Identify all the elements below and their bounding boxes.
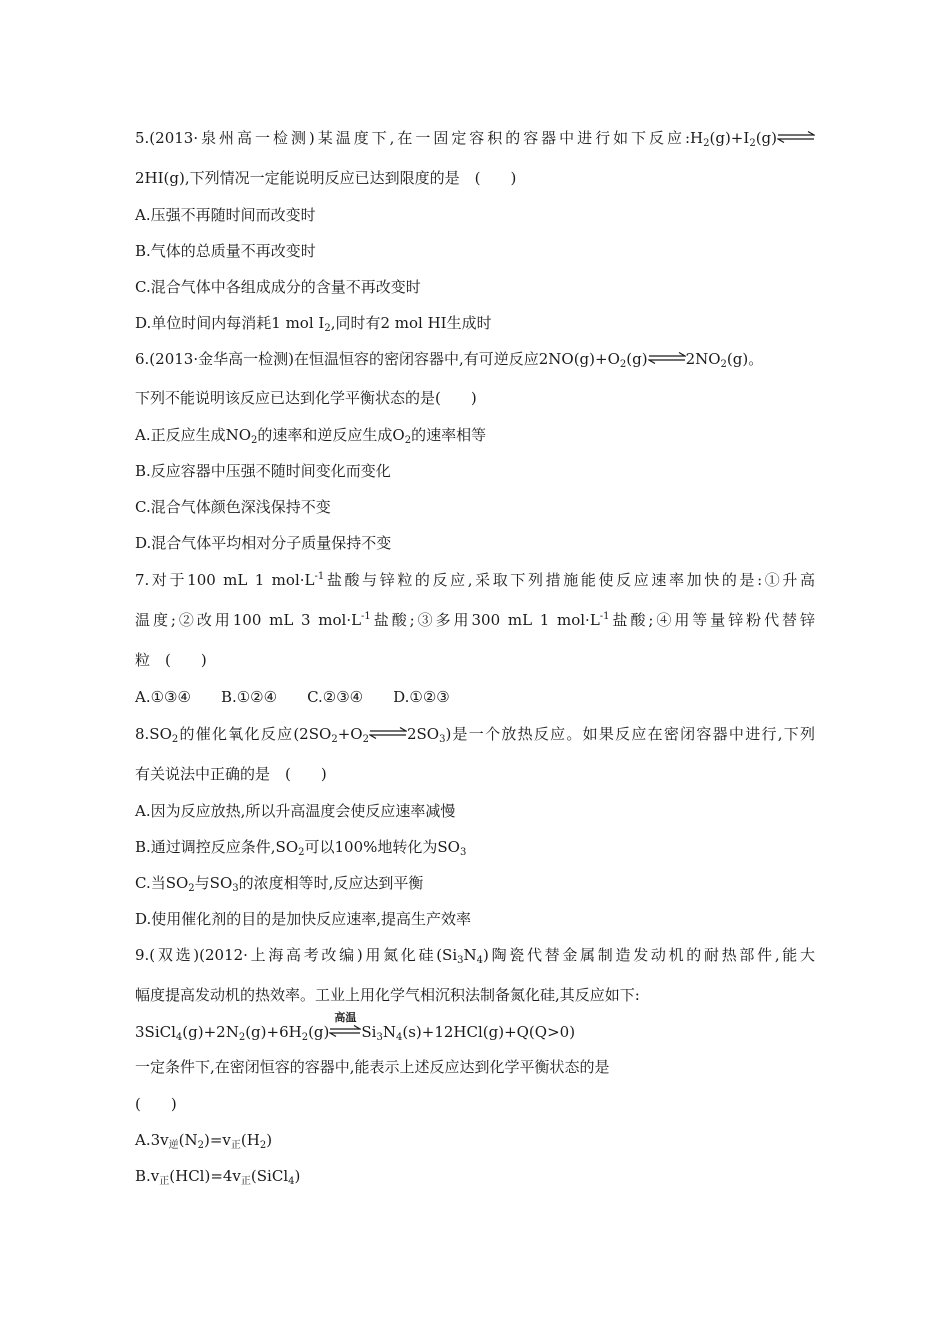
q5-option-d [135,313,492,333]
q6-opt-a-b: 的速率和逆反应生成O [257,426,405,444]
sub: 2 [331,734,338,745]
sub: 3 [376,1032,383,1043]
equilibrium-arrow-icon [329,1011,361,1037]
q9-eq-f: N [382,1023,396,1041]
q6-option-a [135,425,486,445]
q9-eq-g: (s)+12HCl(g)+Q(Q>0) [402,1023,576,1041]
q7-line3: 粒 ( ) [135,651,207,669]
q5-line2: 2HI(g),下列情况一定能说明反应已达到限度的是 ( ) [135,169,517,187]
q5-text-a: 5.(2013·泉州高一检测)某温度下,在一固定容积的容器中进行如下反应:H [135,129,704,147]
q9-opt-b-c: (SiCl [250,1167,289,1185]
sub: 正 [159,1176,170,1187]
sub: 2 [619,359,627,370]
sub: 正 [240,1176,251,1187]
q7-text-a: 7.对于100 mL 1 mol·L [135,571,315,589]
q9-line5: ( ) [135,1095,177,1113]
q8-opt-c-a: C.当SO [135,874,189,892]
sub: 2 [404,435,412,446]
q9-line4: 一定条件下,在密闭恒容的容器中,能表示上述反应达到化学平衡状态的是 [135,1058,610,1076]
sub: 2 [703,138,710,149]
q9-text-b: N [463,946,477,964]
q6-option-d: D.混合气体平均相对分子质量保持不变 [135,534,392,552]
sub: 2 [749,138,756,149]
q7-text-b: 盐酸与锌粒的反应,采取下列措施能使反应速率加快的是:①升高 [324,571,815,589]
equilibrium-arrow-icon [369,727,407,739]
sub: 2 [171,734,179,745]
q8-option-d: D.使用催化剂的目的是加快反应速率,提高生产效率 [135,910,472,928]
q9-eq-d: (g) [308,1023,330,1041]
q6-text-a: 6.(2013·金华高一检测)在恒温恒容的密闭容器中,有可逆反应2NO(g)+O [135,350,620,368]
sup: -1 [314,571,325,582]
sup: -1 [599,611,610,622]
q6-text-b: (g) [626,350,648,368]
q5-opt-d-a: D.单位时间内每消耗1 mol I [135,314,325,332]
q9-opt-b-a: B.v [135,1167,160,1185]
equilibrium-arrow-icon [777,131,815,143]
q8-opt-c-b: 与SO [194,874,233,892]
q9-opt-a-c: )=v [203,1131,231,1149]
q8-option-b [135,837,466,857]
q9-opt-b-b: (HCl)=4v [169,1167,241,1185]
q6-line2: 下列不能说明该反应已达到化学平衡状态的是( ) [135,389,477,407]
sub: 逆 [168,1140,179,1151]
q6-line1 [135,349,763,369]
q8-opt-c-c: 的浓度相等时,反应达到平衡 [238,874,424,892]
q9-option-a [135,1130,272,1150]
q7-text-e: 盐酸;④用等量锌粉代替锌 [609,611,815,629]
q8-opt-b-b: 可以100%地转化为SO [304,838,460,856]
q6-text-c: 2NO [685,350,721,368]
sub: 3 [232,883,239,894]
sub: 2 [251,435,258,446]
q9-opt-a-b: (N [178,1131,198,1149]
q9-equation [135,1011,576,1043]
sub: 2 [188,883,195,894]
q9-opt-a-a: A.3v [135,1131,169,1149]
q7-text-d: 盐酸;③多用300 mL 1 mol·L [370,611,600,629]
sub: 2 [362,734,369,745]
sub: 2 [301,1032,309,1043]
q9-eq-a: 3SiCl [135,1023,176,1041]
q7-line1 [135,570,815,590]
q6-opt-a-c: 的速率相等 [411,426,487,444]
q9-eq-c: (g)+6H [245,1023,302,1041]
q6-opt-a-a: A.正反应生成NO [135,426,252,444]
q5-line1 [135,128,815,148]
reaction-condition: 高温 [334,1011,357,1024]
q8-text-a: 8.SO [135,725,172,743]
sub: 2 [298,847,305,858]
q9-line1 [135,945,815,965]
q6-option-c: C.混合气体颜色深浅保持不变 [135,498,331,516]
q5-opt-d-b: ,同时有2 mol HI生成时 [330,314,492,332]
q8-text-d: 2SO [406,725,440,743]
q9-line2: 幅度提高发动机的热效率。工业上用化学气相沉积法制备氮化硅,其反应如下: [135,986,640,1004]
sub: 3 [439,734,446,745]
sub: 2 [720,359,727,370]
q5-text-c: (g) [755,129,777,147]
sub: 正 [230,1140,241,1151]
sub: 2 [324,323,331,334]
equilibrium-arrow-icon [648,352,686,364]
q5-option-c: C.混合气体中各组成成分的含量不再改变时 [135,278,421,296]
q9-opt-b-d: ) [294,1167,301,1185]
sub: 2 [259,1140,267,1151]
sub: 2 [197,1140,204,1151]
q5-option-b: B.气体的总质量不再改变时 [135,242,316,260]
sub: 2 [238,1032,246,1043]
q8-text-b: 的催化氧化反应(2SO [178,725,332,743]
q7-choices: A.①③④ B.①②④ C.②③④ D.①②③ [135,688,450,706]
q8-option-c [135,873,423,893]
q7-line2 [135,610,815,630]
q8-text-e: )是一个放热反应。如果反应在密闭容器中进行,下列 [445,725,815,743]
q6-option-b: B.反应容器中压强不随时间变化而变化 [135,462,391,480]
sub: 4 [288,1176,295,1187]
sub: 4 [175,1032,183,1043]
sub: 4 [395,1032,403,1043]
q9-opt-a-e: ) [266,1131,273,1149]
q8-line1 [135,724,815,744]
sub: 4 [476,955,484,966]
q9-text-c: )陶瓷代替金属制造发动机的耐热部件,能大 [483,946,815,964]
q8-opt-b-a: B.通过调控反应条件,SO [135,838,299,856]
q8-option-a: A.因为反应放热,所以升高温度会使反应速率减慢 [135,802,456,820]
q7-text-c: 温度;②改用100 mL 3 mol·L [135,611,362,629]
q9-eq-e: Si [361,1023,377,1041]
q9-opt-a-d: (H [240,1131,260,1149]
sup: -1 [361,611,371,622]
q8-text-c: +O [337,725,363,743]
q8-line2: 有关说法中正确的是 ( ) [135,765,327,783]
q6-text-d: (g)。 [726,350,764,368]
sub: 3 [457,955,464,966]
q9-option-b [135,1166,300,1186]
sub: 3 [459,847,467,858]
q9-text-a: 9.(双选)(2012·上海高考改编)用氮化硅(Si [135,946,458,964]
q5-option-a: A.压强不再随时间而改变时 [135,206,316,224]
q9-eq-b: (g)+2N [182,1023,239,1041]
q5-text-b: (g)+I [709,129,750,147]
